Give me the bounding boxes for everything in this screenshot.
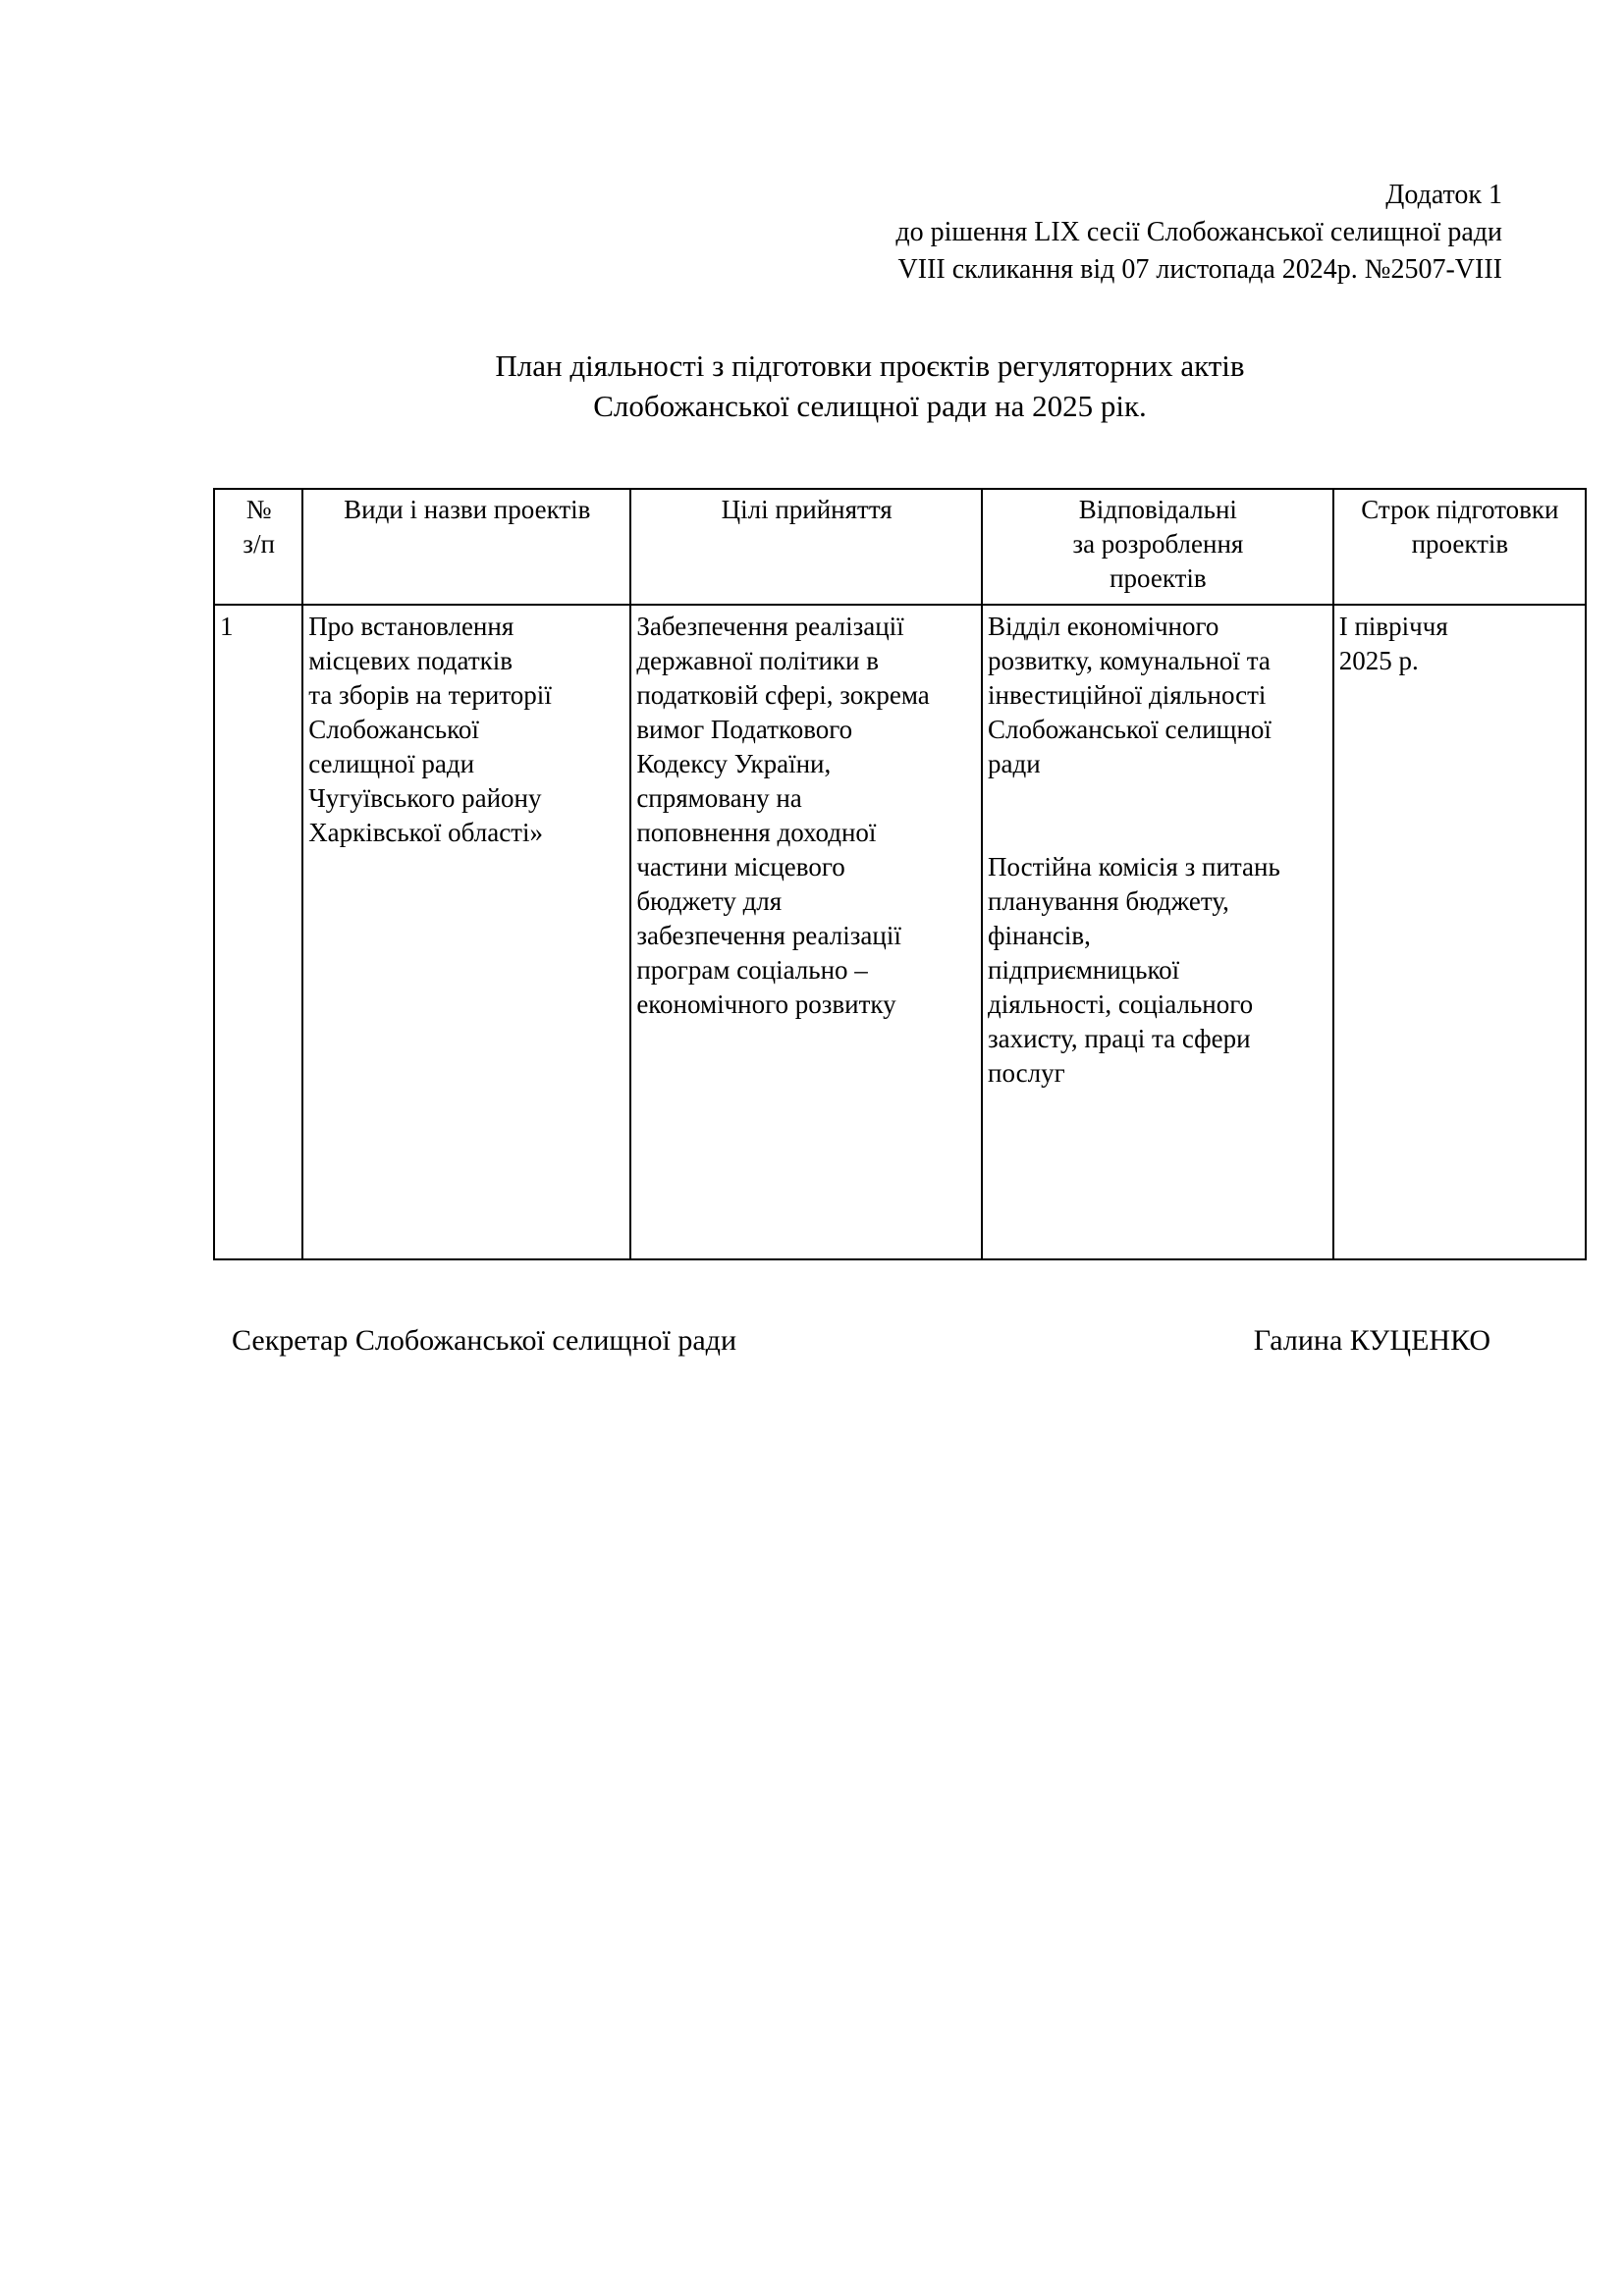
signatory-name: Галина КУЦЕНКО: [1253, 1324, 1490, 1357]
cell-responsible: [982, 605, 1333, 1259]
signatory-role: Секретар Слобожанської селищної ради: [232, 1324, 736, 1357]
table-row: [214, 605, 1586, 1259]
cell-term: І півріччя 2025 р.: [1333, 605, 1586, 1259]
title-line-1: План діяльності з підготовки проєктів регуляторних актів: [495, 348, 1245, 383]
header-goals: Цілі прийняття: [630, 489, 982, 605]
appendix-header: [619, 177, 1502, 289]
cell-number: 1: [214, 605, 302, 1259]
responsible-commission: Постійна комісія з питань планування бюджету, фінансів, підприємницької діяльності, соціального захисту, праці та сфери послуг: [988, 852, 1280, 1088]
document-title: [324, 346, 1416, 426]
header-project-name: Види і назви проектів: [302, 489, 630, 605]
appendix-line-2: до рішення LIX сесії Слобожанської селищної ради: [895, 217, 1502, 247]
responsible-spacer: [988, 781, 1328, 850]
responsible-department: Відділ економічного розвитку, комунальної та інвестиційної діяльності Слобожанської селищної ради: [988, 612, 1272, 778]
appendix-line-3: VIII скликання від 07 листопада 2024р. №2507-VIII: [897, 254, 1502, 285]
cell-goals: Забезпечення реалізації державної політики в податковій сфері, зокрема вимог Податкового Кодексу України, спрямовану на поповнення доходної частини місцевого бюджету для забезпечення реалізації програм соціально – економічного розвитку: [630, 605, 982, 1259]
title-line-2: Слобожанської селищної ради на 2025 рік.: [593, 389, 1147, 423]
header-number: № з/п: [214, 489, 302, 605]
appendix-line-1: Додаток 1: [1385, 180, 1502, 210]
header-term: Строк підготовки проектів: [1333, 489, 1586, 605]
plan-table: [213, 488, 1587, 1260]
header-responsible: Відповідальні за розроблення проектів: [982, 489, 1333, 605]
cell-project-name: Про встановлення місцевих податків та зборів на території Слобожанської селищної ради Чугуївського району Харківської області»: [302, 605, 630, 1259]
table-header-row: [214, 489, 1586, 605]
